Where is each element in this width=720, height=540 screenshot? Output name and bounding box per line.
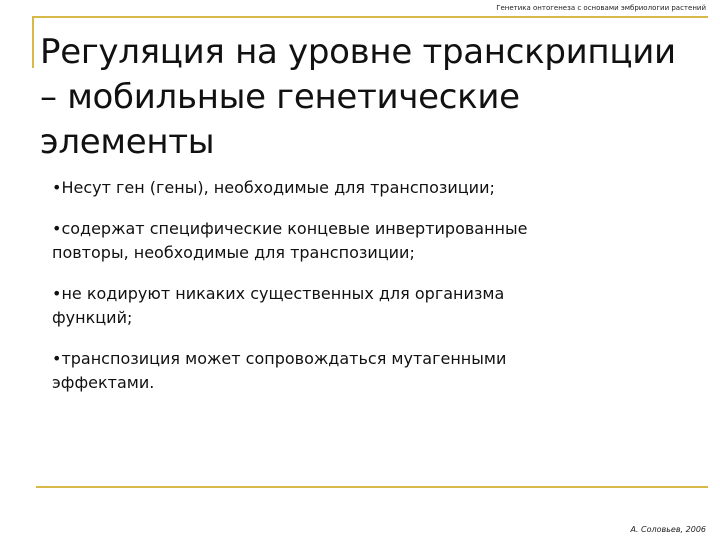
- bullet-list: [52, 176, 672, 395]
- slide-title: Регуляция на уровне транскрипции – мобильные генетические элементы: [40, 32, 676, 162]
- bullet-item: •содержат специфические концевые инвертированные повторы, необходимые для транспозиции;: [52, 219, 528, 262]
- course-header: Генетика онтогенеза с основами эмбриологии растений: [496, 4, 706, 12]
- bullet-item: •Несут ген (гены), необходимые для транспозиции;: [52, 178, 495, 197]
- author-footer: А. Соловьев, 2006: [630, 525, 706, 534]
- left-accent-line: [32, 16, 34, 68]
- bullet-item: •не кодируют никаких существенных для организма функций;: [52, 284, 505, 327]
- top-divider-line: [32, 16, 708, 18]
- bullet-item: •транспозиция может сопровождаться мутагенными эффектами.: [52, 349, 507, 392]
- bottom-divider-line: [36, 486, 708, 488]
